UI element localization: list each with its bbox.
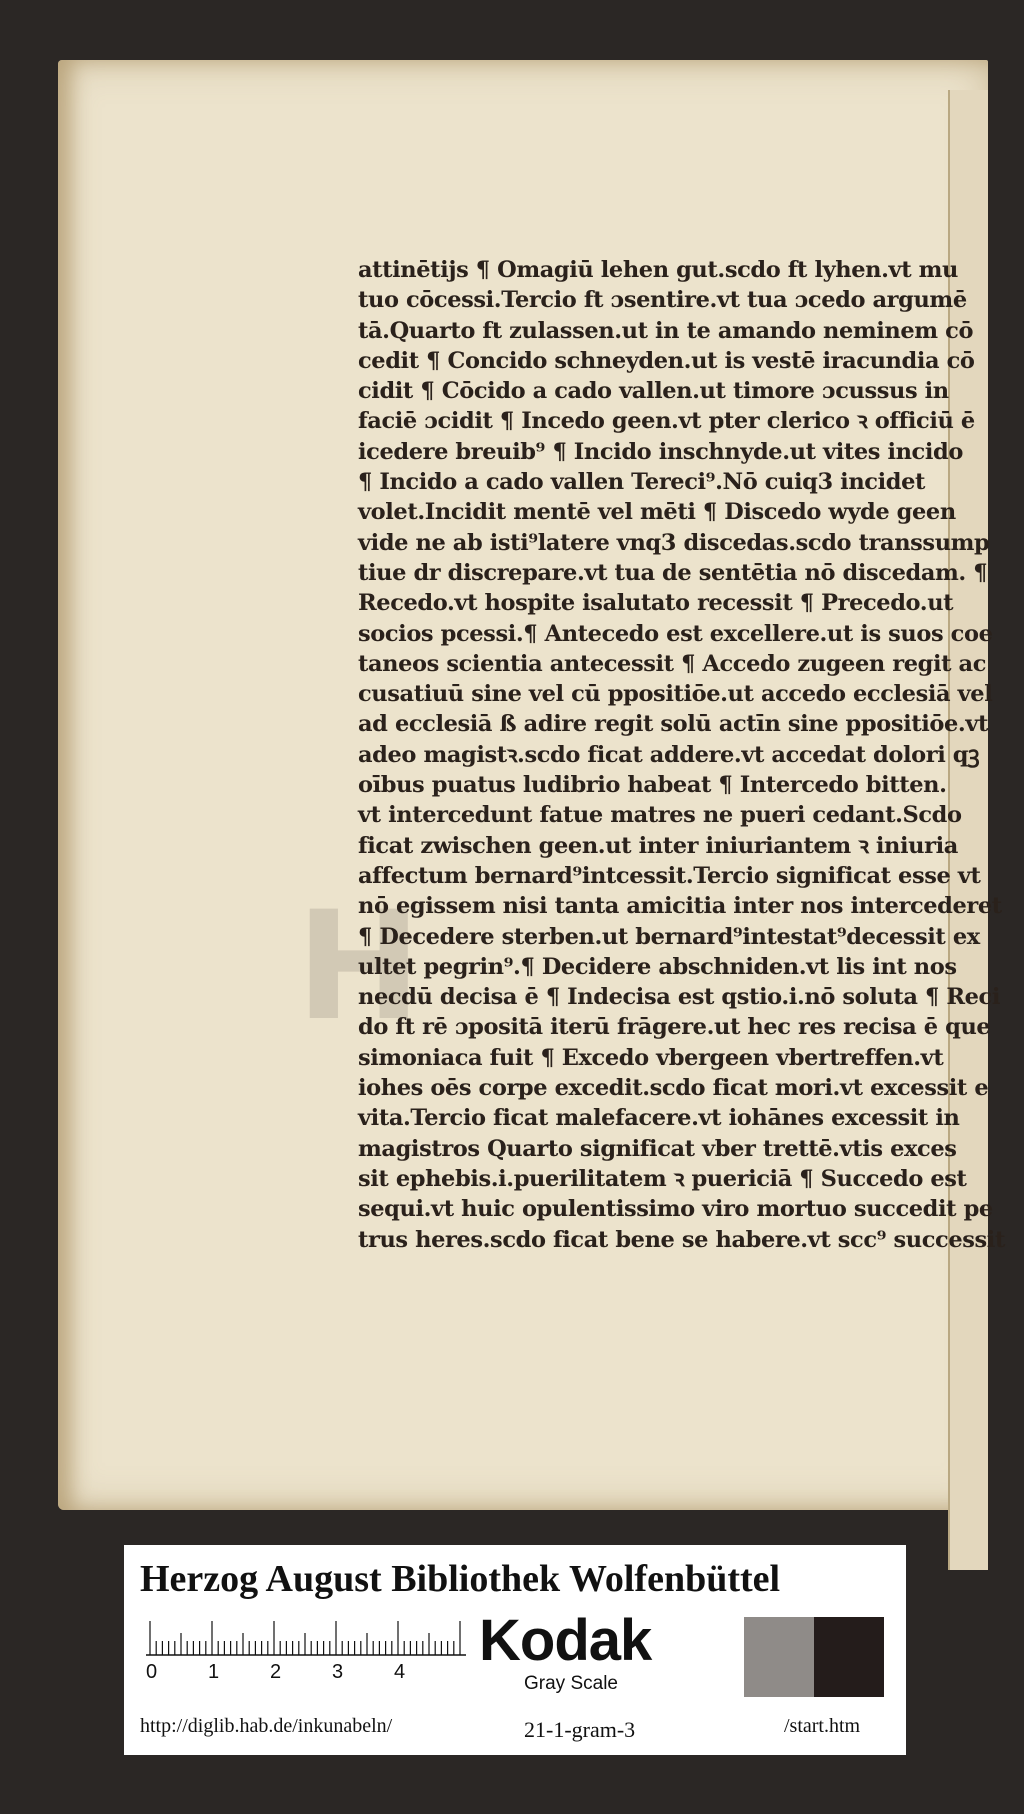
text-line: ¶ Decedere sterben.ut bernard⁹intestat⁹decessit ex: [358, 923, 980, 950]
gray-scale-label: Gray Scale: [524, 1673, 618, 1694]
gray-swatch-dark: [814, 1617, 884, 1697]
ruler-number: 1: [208, 1661, 220, 1683]
ruler-number: 4: [394, 1661, 406, 1683]
text-line: vt intercedunt fatue matres ne pueri cedant.Scdo: [358, 802, 962, 829]
ruler-number: 3: [332, 1661, 344, 1683]
text-line: cusatiuū sine vel cū ppositiōe.ut accedo ecclesiā vel: [358, 681, 993, 708]
text-line: ad ecclesiā ß adire regit solū actīn sine ppositiōe.vt: [358, 711, 989, 738]
text-block: [358, 255, 1005, 1255]
text-line: cedit ¶ Concido schneyden.ut is vestē iracundia cō: [358, 347, 975, 374]
text-line: iohes oēs corpe excedit.scdo ficat mori.vt excessit e: [358, 1075, 989, 1102]
gray-swatch-light: [744, 1617, 814, 1697]
text-line: adeo magistꝛ.scdo ficat addere.vt accedat dolori qꝫ: [358, 741, 980, 768]
text-line: oībus puatus ludibrio habeat ¶ Intercedo bitten.: [358, 772, 947, 799]
text-line: trus heres.scdo ficat bene se habere.vt scc⁹ successit: [358, 1226, 1005, 1253]
text-line: simoniaca fuit ¶ Excedo vbergeen vbertreffen.vt: [358, 1044, 944, 1071]
text-line: taneos scientia antecessit ¶ Accedo zugeen regit ac: [358, 650, 987, 677]
text-line: ¶ Incido a cado vallen Tereci⁹.Nō cuiq3 incidet: [358, 469, 925, 496]
text-line: socios pcessi.¶ Antecedo est excellere.ut is suos coe: [358, 620, 993, 647]
ruler-number: 0: [146, 1661, 158, 1683]
text-line: volet.Incidit mentē vel mēti ¶ Discedo wyde geen: [358, 499, 956, 526]
text-line: ultet pegrin⁹.¶ Decidere abschniden.vt lis int nos: [358, 953, 957, 980]
text-line: sequi.vt huic opulentissimo viro mortuo succedit pe: [358, 1196, 993, 1223]
text-line: tiue dr discrepare.vt tua de sentētia nō discedam. ¶: [358, 559, 988, 586]
text-line: cidit ¶ Cōcido a cado vallen.ut timore ɔcussus in: [358, 378, 949, 405]
url-suffix: /start.htm: [784, 1715, 861, 1737]
text-line: ficat zwischen geen.ut inter iniuriantem ꝛ iniuria: [358, 832, 958, 859]
color-target-card: [124, 1545, 906, 1755]
text-line: tā.Quarto ft zulassen.ut in te amando neminem cō: [358, 317, 974, 344]
text-line: sit ephebis.i.puerilitatem ꝛ puericiā ¶ Succedo est: [358, 1165, 967, 1192]
watermark: H: [296, 880, 422, 1054]
shelfmark: 21-1-gram-3: [524, 1717, 636, 1742]
text-line: icedere breuib⁹ ¶ Incido inschnyde.ut vites incido: [358, 438, 963, 465]
text-line: tuo cōcessi.Tercio ft ɔsentire.vt tua ɔcedo argumē: [358, 287, 967, 314]
kodak-logo: Kodak: [479, 1608, 652, 1673]
text-line: vide ne ab isti⁹latere vnq3 discedas.scdo transsump: [358, 529, 990, 556]
ruler-number: 2: [270, 1661, 282, 1683]
source-url: http://diglib.hab.de/inkunabeln/: [140, 1715, 393, 1737]
text-line: vita.Tercio ficat malefacere.vt iohānes excessit in: [358, 1105, 960, 1132]
text-line: do ft rē ɔpositā iterū frāgere.ut hec res recisa ē que: [358, 1014, 991, 1041]
text-line: attinētijs ¶ Omagiū lehen gut.scdo ft lyhen.vt mu: [358, 257, 959, 283]
text-line: faciē ɔcidit ¶ Incedo geen.vt pter clerico ꝛ officiū ē: [358, 408, 975, 435]
text-line: Recedo.vt hospite isalutato recessit ¶ Precedo.ut: [358, 590, 954, 617]
text-line: magistros Quarto significat vber trettē.vtis exces: [358, 1135, 957, 1162]
text-line: nō egissem nisi tanta amicitia inter nos intercederet: [358, 893, 1002, 920]
text-line: affectum bernard⁹intcessit.Tercio significat esse vt: [358, 862, 981, 889]
text-line: necdū decisa ē ¶ Indecisa est qstio.i.nō soluta ¶ Reci: [358, 984, 1000, 1011]
library-title: Herzog August Bibliothek Wolfenbüttel: [140, 1558, 781, 1600]
ruler: [146, 1617, 466, 1687]
book-page: [58, 60, 1005, 1510]
